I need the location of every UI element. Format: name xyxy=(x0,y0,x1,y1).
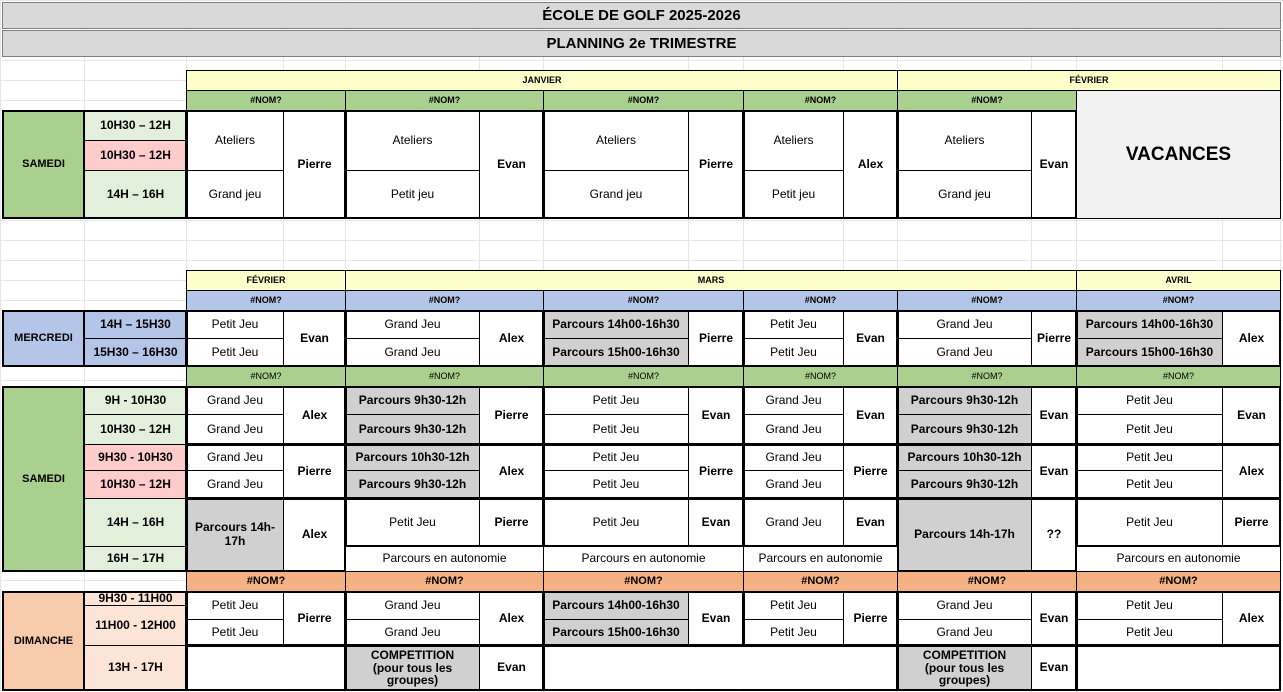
time-slot[interactable]: 9H - 10H30 xyxy=(84,386,187,415)
instructor-cell[interactable]: Pierre xyxy=(1222,498,1281,547)
instructor-cell[interactable]: Alex xyxy=(479,591,544,646)
instructor-cell[interactable]: Evan xyxy=(283,310,346,367)
competition-cell[interactable]: COMPETITION (pour tous les groupes) xyxy=(345,645,480,691)
instructor-cell[interactable]: ?? xyxy=(1031,498,1077,572)
empty-cell[interactable] xyxy=(543,645,898,691)
day-label[interactable]: SAMEDI xyxy=(2,110,85,219)
time-slot[interactable]: 16H – 17H xyxy=(84,546,187,572)
activity-cell[interactable]: Parcours en autonomie xyxy=(543,546,744,572)
activity-cell[interactable]: Grand Jeu xyxy=(897,310,1032,339)
activity-cell[interactable]: Grand Jeu xyxy=(897,338,1032,367)
instructor-cell[interactable]: Evan xyxy=(688,386,744,445)
activity-cell[interactable]: Petit Jeu xyxy=(1076,591,1223,620)
activity-cell[interactable]: Grand Jeu xyxy=(743,444,844,471)
activity-cell[interactable]: Petit Jeu xyxy=(743,619,844,646)
activity-cell[interactable]: Grand Jeu xyxy=(897,619,1032,646)
activity-cell[interactable]: Parcours 14h00-16h30 xyxy=(543,310,689,339)
day-label[interactable]: SAMEDI xyxy=(2,386,85,572)
time-slot[interactable]: 14H – 15H30 xyxy=(84,310,187,339)
activity-cell[interactable]: Ateliers xyxy=(345,110,480,171)
activity-cell[interactable]: Parcours 14h-17h xyxy=(897,498,1032,572)
gridline-h xyxy=(0,60,1283,61)
activity-cell[interactable]: Petit Jeu xyxy=(186,619,284,646)
month-header[interactable]: JANVIER xyxy=(186,70,898,91)
instructor-cell[interactable]: Evan xyxy=(843,310,898,367)
activity-cell[interactable]: Parcours 14h00-16h30 xyxy=(1076,310,1223,339)
activity-cell[interactable]: Petit Jeu xyxy=(1076,386,1223,415)
group-name[interactable]: #NOM? xyxy=(543,90,744,111)
competition-cell[interactable]: COMPETITION (pour tous les groupes) xyxy=(897,645,1032,691)
day-label[interactable]: DIMANCHE xyxy=(2,591,85,691)
activity-cell[interactable]: Grand Jeu xyxy=(897,591,1032,620)
activity-cell[interactable]: Grand jeu xyxy=(186,170,284,219)
activity-cell[interactable]: Parcours 9h30-12h xyxy=(345,386,480,415)
instructor-cell[interactable]: Evan xyxy=(1031,591,1077,646)
activity-cell[interactable]: Parcours en autonomie xyxy=(1076,546,1281,572)
activity-cell[interactable]: Petit Jeu xyxy=(1076,619,1223,646)
activity-cell[interactable]: Grand Jeu xyxy=(743,414,844,445)
instructor-cell[interactable]: Evan xyxy=(688,591,744,646)
time-slot[interactable]: 14H – 16H xyxy=(84,170,187,219)
activity-cell[interactable]: Parcours 14h- 17h xyxy=(186,498,284,572)
time-slot[interactable]: 15H30 – 16H30 xyxy=(84,338,187,367)
group-name[interactable]: #NOM? xyxy=(1076,571,1281,592)
group-name[interactable]: #NOM? xyxy=(1076,290,1281,311)
instructor-cell[interactable]: Evan xyxy=(1031,645,1077,691)
activity-cell[interactable]: Parcours 9h30-12h xyxy=(897,414,1032,445)
group-name[interactable]: #NOM? xyxy=(345,571,544,592)
instructor-cell[interactable]: Pierre xyxy=(283,591,346,646)
instructor-cell[interactable]: Pierre xyxy=(479,498,544,547)
group-name[interactable]: #NOM? xyxy=(186,366,346,387)
activity-cell[interactable]: Grand Jeu xyxy=(345,310,480,339)
instructor-cell[interactable]: Evan xyxy=(1031,110,1077,219)
activity-cell[interactable]: Petit Jeu xyxy=(186,591,284,620)
instructor-cell[interactable]: Evan xyxy=(479,110,544,219)
time-slot[interactable]: 9H30 - 10H30 xyxy=(84,444,187,471)
activity-cell[interactable]: Petit Jeu xyxy=(743,591,844,620)
gridline-h xyxy=(0,260,1283,261)
time-slot[interactable]: 10H30 – 12H xyxy=(84,470,187,499)
activity-cell[interactable]: Parcours 10h30-12h xyxy=(345,444,480,471)
activity-cell[interactable]: Ateliers xyxy=(897,110,1032,171)
instructor-cell[interactable]: Pierre xyxy=(688,310,744,367)
time-slot[interactable]: 11H00 - 12H00 xyxy=(84,605,187,646)
activity-cell[interactable]: Petit Jeu xyxy=(186,338,284,367)
time-slot[interactable]: 9H30 - 11H00 xyxy=(84,591,187,606)
instructor-cell[interactable]: Evan xyxy=(843,498,898,547)
activity-cell[interactable]: Petit Jeu xyxy=(345,498,480,547)
activity-cell[interactable]: Petit Jeu xyxy=(743,338,844,367)
month-header[interactable]: FÉVRIER xyxy=(897,70,1281,91)
instructor-cell[interactable]: Pierre xyxy=(843,591,898,646)
activity-cell[interactable]: Petit Jeu xyxy=(743,310,844,339)
activity-cell[interactable]: Parcours 9h30-12h xyxy=(345,414,480,445)
time-slot[interactable]: 10H30 – 12H xyxy=(84,414,187,445)
day-label[interactable]: MERCREDI xyxy=(2,310,85,367)
instructor-cell[interactable]: Pierre xyxy=(283,110,346,219)
activity-cell[interactable]: Petit Jeu xyxy=(1076,498,1223,547)
activity-cell[interactable]: Grand Jeu xyxy=(345,338,480,367)
time-slot[interactable]: 10H30 – 12H xyxy=(84,140,187,171)
activity-cell[interactable]: Parcours en autonomie xyxy=(345,546,544,572)
activity-cell[interactable]: Grand jeu xyxy=(543,170,689,219)
instructor-cell[interactable]: Pierre xyxy=(688,444,744,499)
instructor-cell[interactable]: Alex xyxy=(1222,591,1281,646)
time-slot[interactable]: 13H - 17H xyxy=(84,645,187,691)
activity-cell[interactable]: Parcours 14h00-16h30 xyxy=(543,591,689,620)
instructor-cell[interactable]: Alex xyxy=(1222,310,1281,367)
activity-cell[interactable]: Ateliers xyxy=(543,110,689,171)
activity-cell[interactable]: Grand Jeu xyxy=(186,414,284,445)
activity-cell[interactable]: Petit jeu xyxy=(743,170,844,219)
empty-cell[interactable] xyxy=(1076,645,1281,691)
instructor-cell[interactable]: Evan xyxy=(1222,386,1281,445)
group-name[interactable]: #NOM? xyxy=(897,366,1077,387)
activity-cell[interactable]: Parcours 9h30-12h xyxy=(345,470,480,499)
instructor-cell[interactable]: Evan xyxy=(688,498,744,547)
activity-cell[interactable]: Parcours 9h30-12h xyxy=(897,470,1032,499)
group-name[interactable]: #NOM? xyxy=(543,366,744,387)
activity-cell[interactable]: Petit Jeu xyxy=(543,414,689,445)
group-name[interactable]: #NOM? xyxy=(743,366,898,387)
vacances-block[interactable]: VACANCES xyxy=(1076,90,1281,219)
activity-cell[interactable]: Parcours 15h00-16h30 xyxy=(543,619,689,646)
instructor-cell[interactable]: Pierre xyxy=(283,444,346,499)
time-slot[interactable]: 10H30 – 12H xyxy=(84,110,187,141)
instructor-cell[interactable]: Alex xyxy=(1222,444,1281,499)
activity-cell[interactable]: Grand Jeu xyxy=(345,619,480,646)
activity-cell[interactable]: Petit Jeu xyxy=(1076,414,1223,445)
activity-cell[interactable]: Petit Jeu xyxy=(1076,470,1223,499)
page-subtitle[interactable]: PLANNING 2e TRIMESTRE xyxy=(2,30,1281,57)
activity-cell[interactable]: Petit Jeu xyxy=(543,498,689,547)
instructor-cell[interactable]: Alex xyxy=(283,498,346,572)
activity-cell[interactable]: Parcours 10h30-12h xyxy=(897,444,1032,471)
activity-cell[interactable]: Grand Jeu xyxy=(186,470,284,499)
activity-cell[interactable]: Grand Jeu xyxy=(743,498,844,547)
instructor-cell[interactable]: Evan xyxy=(843,386,898,445)
group-name[interactable]: #NOM? xyxy=(186,571,346,592)
group-name[interactable]: #NOM? xyxy=(743,290,898,311)
group-name[interactable]: #NOM? xyxy=(897,290,1077,311)
group-name[interactable]: #NOM? xyxy=(543,290,744,311)
instructor-cell[interactable]: Evan xyxy=(1031,386,1077,445)
month-header[interactable]: FÉVRIER xyxy=(186,270,346,291)
activity-cell[interactable]: Petit Jeu xyxy=(543,470,689,499)
activity-cell[interactable]: Petit jeu xyxy=(345,170,480,219)
activity-cell[interactable]: Grand Jeu xyxy=(186,444,284,471)
instructor-cell[interactable]: Evan xyxy=(1031,444,1077,499)
instructor-cell[interactable]: Alex xyxy=(283,386,346,445)
gridline-h xyxy=(0,220,1283,221)
instructor-cell[interactable]: Pierre xyxy=(843,444,898,499)
activity-cell[interactable]: Grand Jeu xyxy=(743,470,844,499)
group-name[interactable]: #NOM? xyxy=(743,571,898,592)
month-header[interactable]: MARS xyxy=(345,270,1077,291)
gridline-h xyxy=(0,0,1283,1)
month-header[interactable]: AVRIL xyxy=(1076,270,1281,291)
group-name[interactable]: #NOM? xyxy=(897,571,1077,592)
instructor-cell[interactable]: Alex xyxy=(479,310,544,367)
instructor-cell[interactable]: Pierre xyxy=(1031,310,1077,367)
time-slot[interactable]: 14H – 16H xyxy=(84,498,187,547)
activity-cell[interactable]: Petit Jeu xyxy=(1076,444,1223,471)
activity-cell[interactable]: Parcours 9h30-12h xyxy=(897,386,1032,415)
activity-cell[interactable]: Parcours 15h00-16h30 xyxy=(1076,338,1223,367)
activity-cell[interactable]: Grand jeu xyxy=(897,170,1032,219)
activity-cell[interactable]: Ateliers xyxy=(186,110,284,171)
instructor-cell[interactable]: Pierre xyxy=(479,386,544,445)
activity-cell[interactable]: Petit Jeu xyxy=(543,386,689,415)
instructor-cell[interactable]: Pierre xyxy=(688,110,744,219)
group-name[interactable]: #NOM? xyxy=(186,290,346,311)
activity-cell[interactable]: Petit Jeu xyxy=(543,444,689,471)
activity-cell[interactable]: Ateliers xyxy=(743,110,844,171)
group-name[interactable]: #NOM? xyxy=(743,90,898,111)
activity-cell[interactable]: Parcours 15h00-16h30 xyxy=(543,338,689,367)
group-name[interactable]: #NOM? xyxy=(543,571,744,592)
group-name[interactable]: #NOM? xyxy=(345,366,544,387)
gridline-h xyxy=(0,240,1283,241)
group-name[interactable]: #NOM? xyxy=(345,290,544,311)
group-name[interactable]: #NOM? xyxy=(1076,366,1281,387)
instructor-cell[interactable]: Evan xyxy=(479,645,544,691)
activity-cell[interactable]: Petit Jeu xyxy=(186,310,284,339)
instructor-cell[interactable]: Alex xyxy=(843,110,898,219)
gridline-v xyxy=(0,0,1,692)
group-name[interactable]: #NOM? xyxy=(897,90,1077,111)
empty-cell[interactable] xyxy=(186,645,346,691)
activity-cell[interactable]: Grand Jeu xyxy=(345,591,480,620)
sheet-title[interactable]: ÉCOLE DE GOLF 2025-2026 xyxy=(2,2,1281,29)
group-name[interactable]: #NOM? xyxy=(186,90,346,111)
activity-cell[interactable]: Grand Jeu xyxy=(186,386,284,415)
activity-cell[interactable]: Grand Jeu xyxy=(743,386,844,415)
instructor-cell[interactable]: Alex xyxy=(479,444,544,499)
group-name[interactable]: #NOM? xyxy=(345,90,544,111)
activity-cell[interactable]: Parcours en autonomie xyxy=(743,546,898,572)
